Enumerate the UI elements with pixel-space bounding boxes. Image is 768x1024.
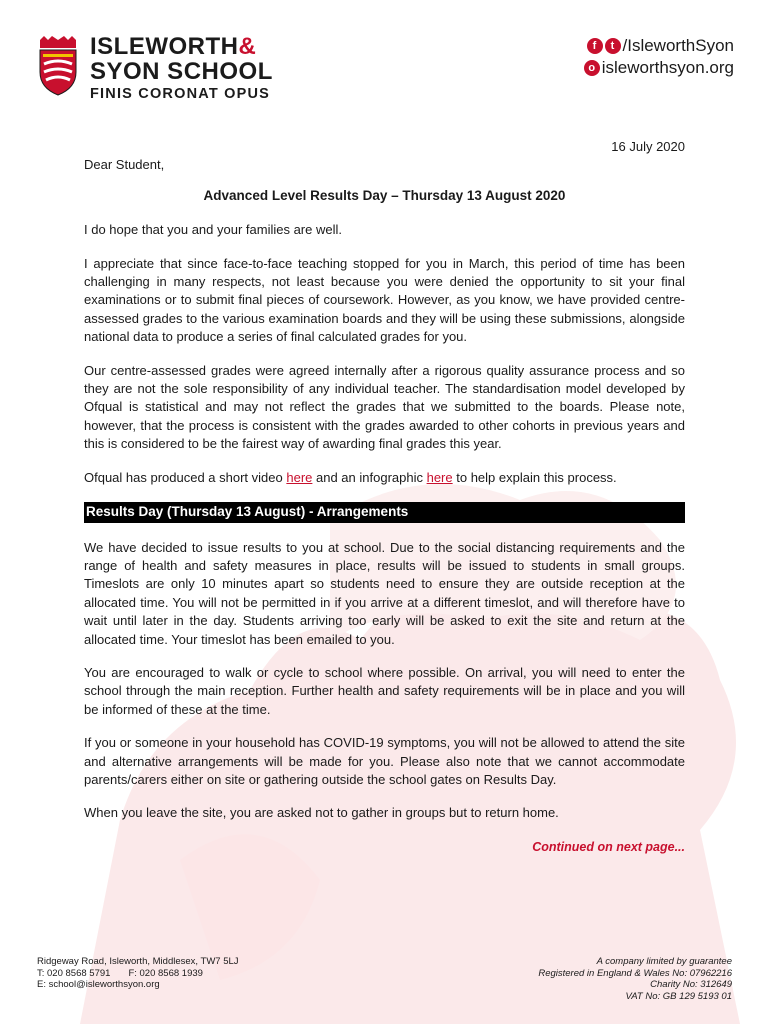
twitter-icon: t: [605, 38, 621, 54]
paragraph-4: [84, 469, 685, 487]
school-name-line2: SYON SCHOOL: [90, 58, 273, 85]
footer-legal: [538, 956, 732, 1002]
letter-title: Advanced Level Results Day – Thursday 13 August 2020: [203, 187, 566, 203]
paragraph-6: You are encouraged to walk or cycle to school where possible. On arrival, you will need to enter the school through the main reception. Further health and safety requirements will be in place and you will be informed of these at the time.: [84, 664, 685, 717]
footer-company: A company limited by guarantee: [596, 956, 732, 967]
footer-email[interactable]: E: school@isleworthsyon.org: [37, 979, 160, 990]
school-name: [90, 34, 273, 102]
footer-vat: VAT No: GB 129 5193 01: [625, 990, 732, 1002]
infographic-link[interactable]: here: [426, 469, 453, 485]
salutation: Dear Student,: [84, 157, 165, 173]
footer-charity: Charity No: 312649: [650, 979, 732, 990]
globe-icon: o: [584, 60, 600, 76]
paragraph-7: If you or someone in your household has COVID-19 symptoms, you will not be allowed to attend the site and alternative arrangements will be made for you. Please also note that we cannot accommodate parents/carers either on site or gathering outside the school gates on Results Day.: [84, 735, 685, 787]
footer-address: Ridgeway Road, Isleworth, Middlesex, TW7 5LJ: [37, 956, 239, 967]
footer-fax: F: 020 8568 1939: [128, 967, 203, 979]
paragraph-5: We have decided to issue results to you at school. Due to the social distancing requirements and the range of health and safety measures in place, results will be issued to students in small groups. Timeslots are only 10 minutes apart so students need to ensure they are outside reception at the allocated time. You will not be permitted in if you arrive at a different timeslot, and will therefore have to wait until later in the day. Students arriving too early will be asked to exit the site and return at the allocated time. Your timeslot has been emailed to you.: [84, 539, 685, 647]
section-heading: Results Day (Thursday 13 August) - Arrangements: [84, 502, 685, 522]
paragraph-1: I do hope that you and your families are well.: [84, 222, 342, 238]
paragraph-8: When you leave the site, you are asked not to gather in groups but to return home.: [84, 805, 559, 821]
paragraph-4-text-b: and an infographic: [312, 469, 427, 485]
school-name-line1: ISLEWORTH: [90, 33, 239, 60]
website-row[interactable]: [584, 57, 734, 79]
school-name-amp: &: [238, 33, 257, 60]
website-link: isleworthsyon.org: [601, 58, 734, 77]
paragraph-3: Our centre-assessed grades were agreed internally after a rigorous quality assurance process and so they are not the sole responsibility of any individual teacher. The standardisation model developed by Ofqual is statistical and may not reflect the grades that we submitted to the boards. Please note, however, that the process is consistent with the grades awarded to other cohorts in previous years and this is considered to be the fairest way of awarding final grades this year.: [84, 362, 685, 452]
video-link[interactable]: here: [286, 469, 313, 485]
footer-tel: T: 020 8568 5791: [37, 967, 111, 979]
paragraph-4-text-a: Ofqual has produced a short video: [84, 469, 287, 485]
letter-body: [84, 130, 685, 856]
social-links: [584, 35, 734, 79]
footer-contact: [37, 956, 239, 991]
continued-note: Continued on next page...: [532, 839, 685, 854]
school-motto: FINIS CORONAT OPUS: [90, 86, 271, 102]
paragraph-2: I appreciate that since face-to-face teaching stopped for you in March, this period of time has been challenging in many respects, not least because you were denied the opportunity to sit your final examinations or to submit final pieces of coursework. However, as you know, we have provided centre-assessed grades to the various examination boards and they will be using these submissions, alongside national data to produce a series of final calculated grades for you.: [84, 255, 685, 345]
letter-date: 16 July 2020: [611, 139, 685, 154]
school-crest-icon: [36, 34, 80, 96]
paragraph-4-text-c: to help explain this process.: [452, 469, 617, 485]
social-handle-row[interactable]: [584, 35, 734, 57]
footer-registered: Registered in England & Wales No: 07962216: [538, 967, 732, 979]
facebook-icon: f: [587, 38, 603, 54]
social-handle: /IsleworthSyon: [622, 36, 734, 55]
